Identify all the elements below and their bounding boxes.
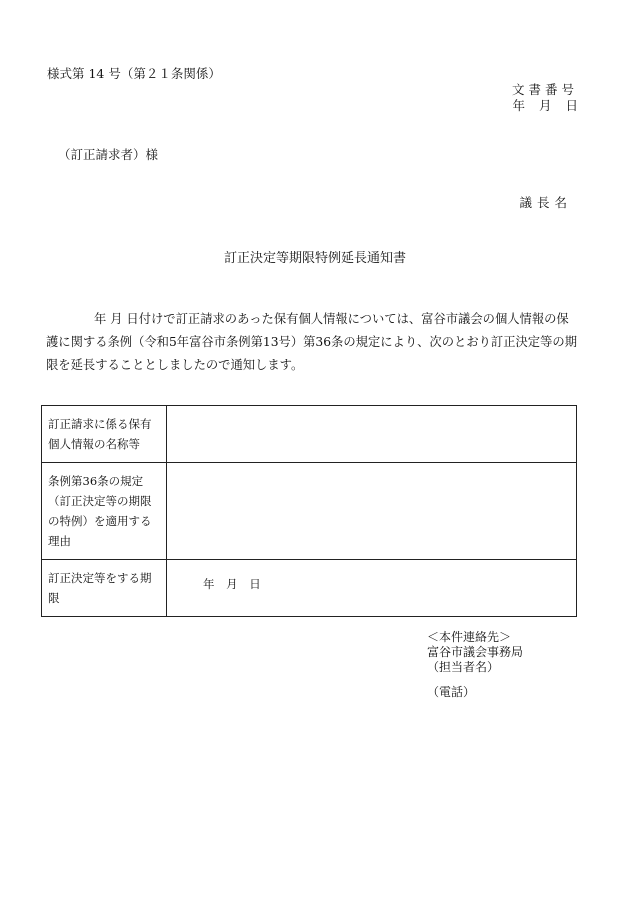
contact-person: （担当者名） — [427, 660, 500, 674]
row-label-info-name: 訂正請求に係る保有個人情報の名称等 — [42, 406, 167, 463]
contact-heading: ＜本件連絡先＞ — [427, 630, 512, 644]
recipient: （訂正請求者）様 — [58, 147, 159, 162]
date-label: 年 月 日 — [512, 98, 578, 113]
document-number-label: 文書番号 — [511, 82, 578, 97]
row-label-reason: 条例第36条の規定（訂正決定等の期限の特例）を適用する理由 — [42, 463, 167, 560]
info-table — [41, 405, 577, 617]
contact-block — [427, 630, 523, 700]
row-value-deadline: 年 月 日 — [167, 560, 577, 617]
contact-phone: （電話） — [427, 685, 476, 699]
table-row — [42, 406, 577, 463]
row-value-info-name — [167, 406, 577, 463]
notice-body: 年 月 日付けで訂正請求のあった保有個人情報については、富谷市議会の個人情報の保護に関する条例（令和5年富谷市条例第13号）第36条の規定により、次のとおり訂正決定等の期限を延長することとしましたので通知します。 — [46, 312, 577, 372]
table-row — [42, 560, 577, 617]
row-label-deadline: 訂正決定等をする期限 — [42, 560, 167, 617]
row-value-reason — [167, 463, 577, 560]
sender-name: 議長名 — [519, 195, 572, 210]
form-number: 様式第 14 号（第２１条関係） — [47, 66, 221, 81]
table-row — [42, 463, 577, 560]
document-title: 訂正決定等期限特例延長通知書 — [223, 251, 406, 266]
contact-office: 富谷市議会事務局 — [427, 645, 524, 659]
